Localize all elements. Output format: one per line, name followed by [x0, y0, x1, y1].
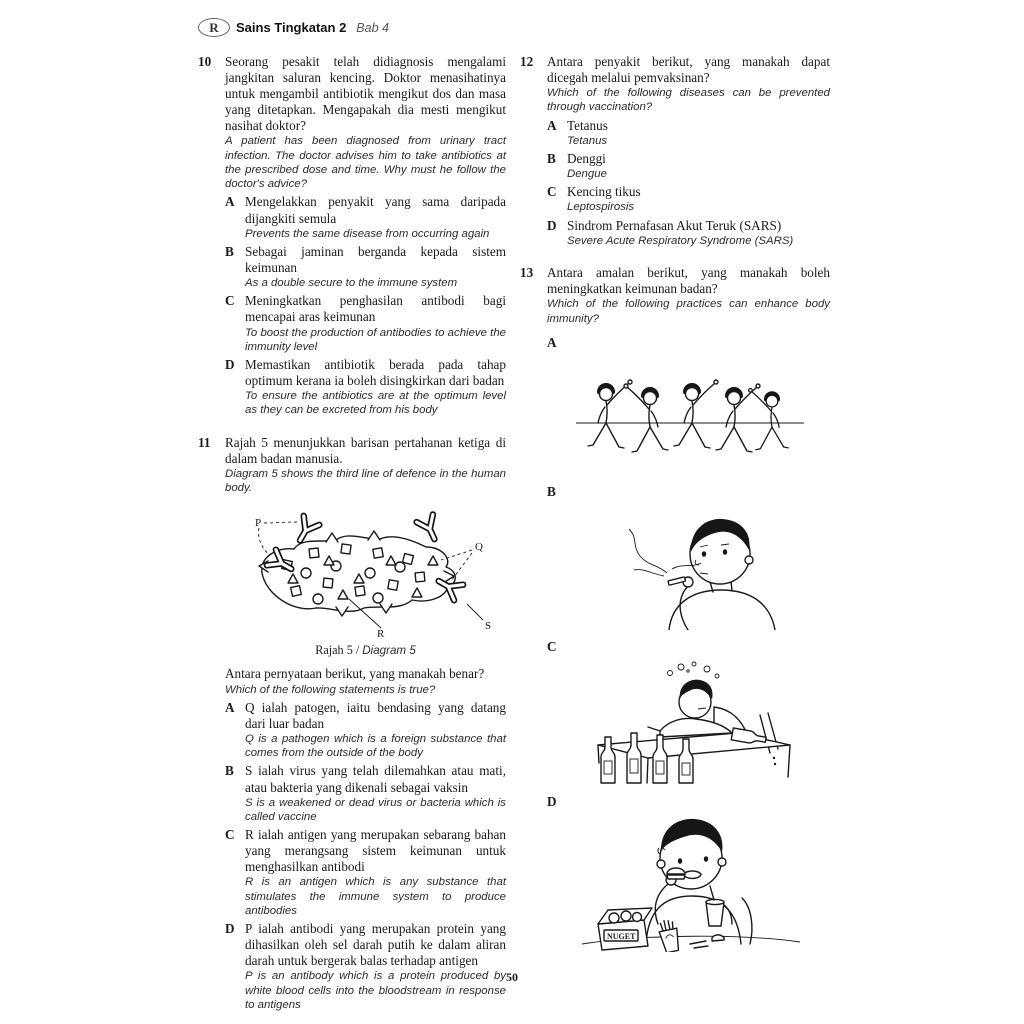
option-text-malay: Sindrom Pernafasan Akut Teruk (SARS)	[567, 217, 782, 233]
question-stem2-english: Which of the following statements is true?	[225, 683, 436, 696]
option-d	[225, 357, 506, 418]
diagram-label-p: P	[254, 517, 261, 530]
header-title: Sains Tingkatan 2	[236, 20, 347, 35]
diagram-5-figure	[225, 503, 506, 641]
option-letter: A	[225, 194, 235, 210]
option-letter: A	[225, 699, 235, 715]
page-header	[198, 18, 389, 37]
question-text-malay: Antara penyakit berikut, yang manakah dapat dicegah melalui pemvaksinan?	[547, 54, 830, 86]
question-text-malay: Rajah 5 menunjukkan barisan pertahanan ketiga di dalam badan manusia.	[225, 434, 506, 466]
option-text-malay: Tetanus	[567, 117, 608, 133]
option-text-english: To boost the production of antibodies to achieve the immunity level	[245, 326, 506, 353]
option-a	[547, 335, 830, 475]
question-number: 12	[520, 54, 534, 69]
option-text-malay: S ialah virus yang telah dilemahkan atau mati, atau bakteria yang dikenali sebagai vaksin	[245, 763, 506, 795]
option-letter: B	[225, 243, 234, 259]
illustration-group-exercise	[564, 353, 814, 475]
option-letter: D	[547, 217, 557, 233]
question-stem2-malay: Antara pernyataan berikut, yang manakah benar?	[225, 666, 485, 682]
question-text-english: Which of the following practices can enhance body immunity?	[547, 298, 830, 325]
option-b	[547, 484, 830, 630]
option-letter: B	[225, 763, 234, 779]
right-column	[520, 54, 830, 969]
option-text-malay: Denggi	[567, 151, 606, 167]
illustration-boy-eating-fast-food	[564, 812, 814, 952]
option-text-malay: Q ialah patogen, iaitu bendasing yang datang dari luar badan	[245, 699, 506, 731]
option-text-english: Prevents the same disease from occurring again	[245, 227, 490, 240]
question-text-english: Diagram 5 shows the third line of defence in the human body.	[225, 467, 506, 495]
option-letter: B	[547, 483, 556, 499]
option-text-english: Tetanus	[567, 134, 608, 147]
question-text-malay: Antara amalan berikut, yang manakah boleh meningkatkan keimunan badan?	[547, 265, 830, 297]
page-number: 50	[506, 970, 518, 984]
option-letter: C	[225, 293, 235, 309]
option-text-english: Q is a pathogen which is a foreign substance that comes from the outside of the body	[245, 732, 506, 760]
option-letter: A	[547, 117, 557, 133]
pathogen-antibody-diagram	[230, 503, 502, 641]
option-letter: C	[547, 638, 557, 654]
option-letter: B	[547, 151, 556, 167]
option-letter: D	[225, 921, 235, 937]
option-text-malay: P ialah antibodi yang merupakan protein yang dihasilkan oleh sel darah putih ke dalam aliran darah untuk bergerak balas terhadap antigen	[245, 921, 506, 969]
nugget-box-label: NUGET	[606, 931, 635, 941]
option-c	[547, 184, 830, 214]
publisher-logo-icon: R	[198, 18, 230, 37]
question-text-english: A patient has been diagnosed from urinary tract infection. The doctor advises him to take antibiotics at the prescribed dose and time. Why must he follow the doctor's advice?	[225, 135, 506, 191]
option-text-malay: R ialah antigen yang merupakan sebarang bahan yang merangsang sistem keimunan untuk menghasilkan antibodi	[245, 827, 506, 875]
option-letter: D	[547, 793, 557, 809]
question-12	[520, 54, 830, 248]
option-b	[225, 244, 506, 290]
option-d	[225, 921, 506, 1012]
option-text-english: Severe Acute Respiratory Syndrome (SARS)	[567, 234, 794, 247]
option-b	[225, 763, 506, 824]
question-13	[520, 265, 830, 952]
option-text-malay: Sebagai jaminan berganda kepada sistem keimunan	[245, 243, 506, 275]
question-text-malay: Seorang pesakit telah didiagnosis mengalami jangkitan saluran kencing. Doktor menasihatinya untuk mengambil antibiotik mengikut dos dan masa yang ditetapkan. Mengapakah dia mesti mengikut nasihat doktor?	[225, 54, 506, 134]
diagram-label-s: S	[484, 620, 491, 633]
option-text-english: To ensure the antibiotics are at the optimum level as they can be excreted from his body	[245, 390, 506, 417]
option-text-english: Dengue	[567, 168, 607, 181]
option-c	[547, 639, 830, 785]
option-c	[225, 827, 506, 918]
illustration-man-smoking	[564, 502, 814, 630]
left-column	[198, 54, 506, 1024]
question-10	[198, 54, 506, 418]
diagram-label-q: Q	[474, 541, 483, 554]
nugget-box	[598, 908, 652, 950]
option-letter: C	[547, 184, 557, 200]
option-b	[547, 151, 830, 181]
option-text-malay: Memastikan antibiotik berada pada tahap optimum kerana ia boleh disingkirkan dari badan	[245, 357, 506, 389]
header-chapter: Bab 4	[356, 20, 389, 35]
option-text-english: R is an antigen which is any substance that stimulates the immune system to produce antibodies	[245, 876, 506, 917]
diagram-label-r: R	[376, 628, 384, 641]
option-a	[547, 118, 830, 148]
option-text-english: Leptospirosis	[567, 201, 635, 214]
option-text-malay: Kencing tikus	[567, 184, 641, 200]
question-11	[198, 435, 506, 1012]
option-c	[225, 293, 506, 354]
option-d	[547, 218, 830, 248]
option-text-english: P is an antibody which is a protein produced by white blood cells into the bloodstream in response to antigens	[245, 970, 506, 1011]
option-d	[547, 794, 830, 952]
option-a	[225, 194, 506, 240]
option-text-english: As a double secure to the immune system	[245, 277, 458, 290]
option-text-english: S is a weakened or dead virus or bacteria which is called vaccine	[245, 796, 506, 823]
illustration-drunk-person-bottles	[564, 657, 814, 785]
question-number: 13	[520, 265, 534, 281]
question-number: 10	[198, 54, 212, 69]
option-text-malay: Meningkatkan penghasilan antibodi bagi mencapai aras keimunan	[245, 293, 506, 325]
diagram-5-caption: Rajah 5 / Diagram 5	[315, 643, 416, 658]
option-letter: A	[547, 334, 557, 350]
option-letter: D	[225, 357, 235, 373]
option-a	[225, 700, 506, 761]
option-letter: C	[225, 827, 235, 843]
question-number: 11	[198, 434, 211, 450]
option-text-malay: Mengelakkan penyakit yang sama daripada dijangkiti semula	[245, 194, 506, 226]
antibody-floating-right	[416, 515, 442, 543]
question-text-english: Which of the following diseases can be prevented through vaccination?	[547, 87, 830, 114]
